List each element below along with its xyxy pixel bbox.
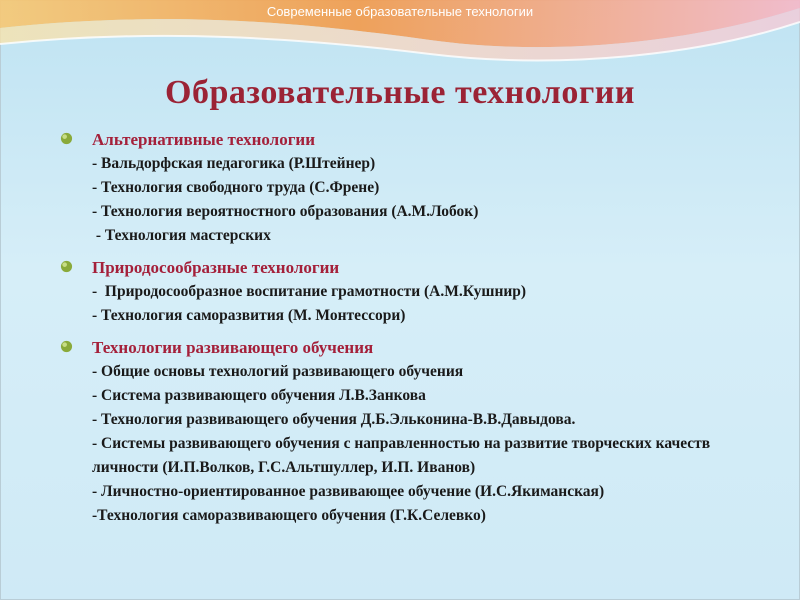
list-item: - Общие основы технологий развивающего обучения	[92, 363, 464, 380]
list-item: - Вальдорфская педагогика (Р.Штейнер)	[92, 155, 376, 172]
list-item: - Технология мастерских	[92, 227, 271, 244]
list-item: - Технология свободного труда (С.Френе)	[92, 179, 380, 196]
list-item: - Система развивающего обучения Л.В.Занкова	[92, 387, 426, 404]
header-text: Современные образовательные технологии	[266, 4, 534, 19]
section-developmental	[60, 336, 780, 528]
slide-title: Образовательные технологии	[165, 74, 635, 111]
content-list	[60, 128, 780, 536]
list-item: -Технология саморазвивающего обучения (Г.К.Селевко)	[92, 507, 486, 524]
list-item: - Технология саморазвития (М. Монтессори)	[92, 307, 406, 324]
bullet-icon	[60, 132, 73, 145]
list-item: - Природосообразное воспитание грамотности (А.М.Кушнир)	[92, 283, 527, 300]
section-nature	[60, 256, 780, 328]
bullet-icon	[60, 260, 73, 273]
section-alternative	[60, 128, 780, 248]
section-title: Технологии развивающего обучения	[92, 338, 374, 357]
bullet-icon	[60, 340, 73, 353]
section-title: Альтернативные технологии	[92, 130, 316, 149]
list-item: - Системы развивающего обучения с направленностью на развитие творческих качеств личности (И.П.Волков, Г.С.Альтшуллер, И.П. Иванов)	[92, 435, 715, 476]
section-title: Природосообразные технологии	[92, 258, 340, 277]
list-item: - Технология вероятностного образования (А.М.Лобок)	[92, 203, 479, 220]
list-item: - Технология развивающего обучения Д.Б.Эльконина-В.В.Давыдова.	[92, 411, 576, 428]
list-item: - Личностно-ориентированное развивающее обучение (И.С.Якиманская)	[92, 483, 605, 500]
